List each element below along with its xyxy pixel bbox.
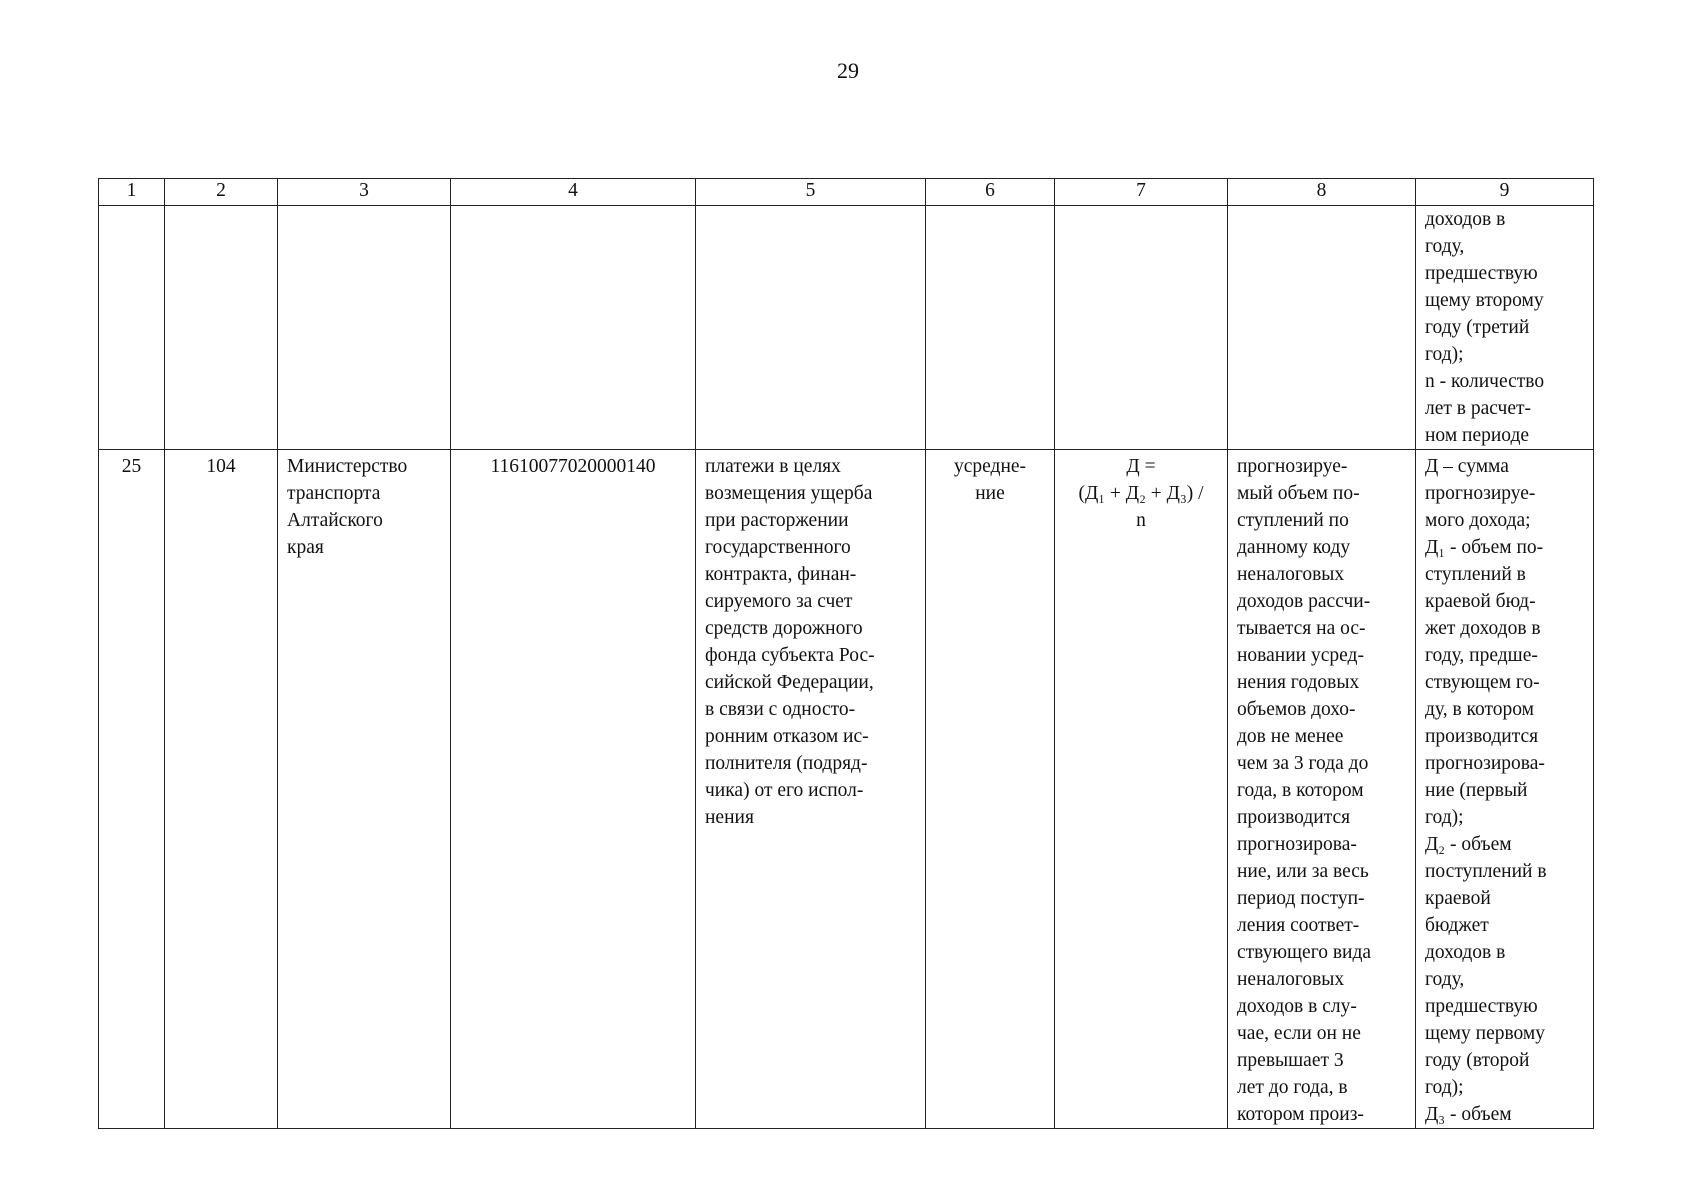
column-header-8: 8 — [1228, 179, 1416, 206]
column-header-9: 9 — [1416, 179, 1594, 206]
cell-empty — [1055, 206, 1228, 450]
cell-administrator-name: Министерство транспорта Алтайского края — [278, 450, 451, 1129]
cell-parameter-definitions-continued: доходов в году, предшествую щему второму году (третий год); n - количество лет в расчет- ном периоде — [1416, 206, 1594, 450]
header-row — [99, 179, 1594, 206]
cell-formula: Д = (Д₁ + Д₂ + Д₃) / n — [1055, 450, 1228, 1129]
cell-empty — [696, 206, 926, 450]
cell-empty — [278, 206, 451, 450]
cell-revenue-code: 11610077020000140 — [451, 450, 696, 1129]
page-number: 29 — [837, 58, 859, 83]
column-header-7: 7 — [1055, 179, 1228, 206]
cell-empty — [165, 206, 278, 450]
column-header-1: 1 — [99, 179, 165, 206]
column-header-4: 4 — [451, 179, 696, 206]
table-row-25 — [99, 450, 1594, 1129]
cell-admin-code: 104 — [165, 450, 278, 1129]
table-row-continuation — [99, 206, 1594, 450]
column-header-3: 3 — [278, 179, 451, 206]
cell-parameter-definitions: Д – сумма прогнозируе- мого дохода; Д₁ - объем по- ступлений в краевой бюд- жет доходов в году, предше- ствующем го- ду, в котором производится прогнозирова- ние (первый год); Д₂ - объем поступлений в краевой бюджет доходов в году, предшествую щему первому году (второй год); Д₃ - объем — [1416, 450, 1594, 1129]
column-header-5: 5 — [696, 179, 926, 206]
column-header-6: 6 — [926, 179, 1055, 206]
cell-empty — [926, 206, 1055, 450]
cell-empty — [451, 206, 696, 450]
cell-row-number: 25 — [99, 450, 165, 1129]
budget-revenue-table — [98, 178, 1594, 1129]
cell-algorithm-description: прогнозируе- мый объем по- ступлений по данному коду неналоговых доходов рассчи- тывается на ос- новании усред- нения годовых объемов дохо- дов не менее чем за 3 года до года, в котором производится прогнозирова- ние, или за весь период поступ- ления соответ- ствующего вида неналоговых доходов в слу- чае, если он не превышает 3 лет до года, в котором произ- — [1228, 450, 1416, 1129]
column-header-2: 2 — [165, 179, 278, 206]
cell-revenue-description: платежи в целях возмещения ущерба при расторжении государственного контракта, финан- сируемого за счет средств дорожного фонда субъекта Рос- сийской Федерации, в связи с односто- ронним отказом ис- полнителя (подряд- чика) от его испол- нения — [696, 450, 926, 1129]
cell-calculation-method: усредне- ние — [926, 450, 1055, 1129]
cell-empty — [99, 206, 165, 450]
cell-empty — [1228, 206, 1416, 450]
